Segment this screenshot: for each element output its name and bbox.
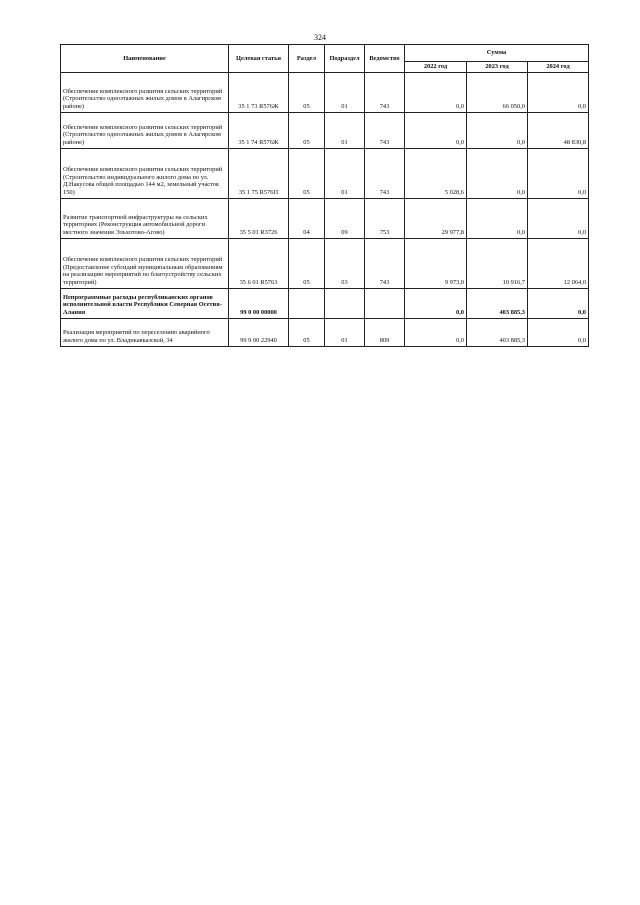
- header-name: Наименование: [61, 45, 229, 73]
- row-code: 35 1 73 R576Ж: [229, 73, 289, 113]
- budget-table: [60, 44, 589, 347]
- row-department: 753: [365, 199, 405, 239]
- row-2024: 0,0: [528, 289, 589, 319]
- row-section: 05: [289, 239, 325, 289]
- row-subsection: 09: [325, 199, 365, 239]
- row-department: 809: [365, 319, 405, 347]
- row-2024: 0,0: [528, 73, 589, 113]
- row-2023: 0,0: [467, 149, 528, 199]
- table-row: [61, 239, 589, 289]
- row-2024: 48 830,8: [528, 113, 589, 149]
- row-name: Обеспечение комплексного развития сельских территорий (Предоставление субсидий муниципальным образованиям на реализацию мероприятий по благоустройству сельских территорий): [61, 239, 229, 289]
- row-2023: 403 885,3: [467, 319, 528, 347]
- row-2023: 0,0: [467, 199, 528, 239]
- table-row: [61, 113, 589, 149]
- row-code: 35 1 74 R576Ж: [229, 113, 289, 149]
- row-subsection: 01: [325, 73, 365, 113]
- row-2023: 10 916,7: [467, 239, 528, 289]
- row-2023: 403 885,3: [467, 289, 528, 319]
- header-year-2023: 2023 год: [467, 62, 528, 73]
- row-code: 99 9 00 22940: [229, 319, 289, 347]
- table-row: [61, 73, 589, 113]
- table-row: [61, 319, 589, 347]
- row-2022: 29 977,8: [405, 199, 467, 239]
- row-2022: 0,0: [405, 289, 467, 319]
- row-code: 35 1 75 R576П: [229, 149, 289, 199]
- row-2024: 0,0: [528, 199, 589, 239]
- row-name: Обеспечение комплексного развития сельских территорий (Строительство одноэтажных жилых домов в Алагирском районе): [61, 73, 229, 113]
- row-department: 743: [365, 113, 405, 149]
- row-2022: 5 028,6: [405, 149, 467, 199]
- row-department: 743: [365, 239, 405, 289]
- row-code: 99 0 00 00000: [229, 289, 289, 319]
- row-section: 05: [289, 149, 325, 199]
- header-sum: Сумма: [405, 45, 589, 62]
- page-number: 324: [314, 33, 326, 42]
- row-name: Реализация мероприятий по переселению аварийного жилого дома по ул. Владикавказской, 34: [61, 319, 229, 347]
- header-year-2022: 2022 год: [405, 62, 467, 73]
- table-row: [61, 149, 589, 199]
- row-department: 743: [365, 73, 405, 113]
- row-section: 05: [289, 319, 325, 347]
- row-2023: 66 050,0: [467, 73, 528, 113]
- row-code: 35 6 01 R5763: [229, 239, 289, 289]
- row-2022: 0,0: [405, 113, 467, 149]
- row-section: [289, 289, 325, 319]
- header-section: Раздел: [289, 45, 325, 73]
- row-subsection: [325, 289, 365, 319]
- row-name: Непрограммные расходы республиканских органов исполнительной власти Республики Северная Осетия-Алания: [61, 289, 229, 319]
- row-name: Обеспечение комплексного развития сельских территорий (Строительство одноэтажных жилых домов в Алагирском районе): [61, 113, 229, 149]
- row-2024: 0,0: [528, 319, 589, 347]
- row-code: 35 5 01 R3726: [229, 199, 289, 239]
- row-2024: 0,0: [528, 149, 589, 199]
- table-row: [61, 289, 589, 319]
- row-department: 743: [365, 149, 405, 199]
- header-department: Ведомство: [365, 45, 405, 73]
- row-name: Развитие транспортной инфраструктуры на сельских территориях (Реконструкция автомобильной дороги местного значения Эльхотово-Агово): [61, 199, 229, 239]
- row-2022: 0,0: [405, 319, 467, 347]
- row-subsection: 01: [325, 113, 365, 149]
- row-section: 04: [289, 199, 325, 239]
- row-2023: 0,0: [467, 113, 528, 149]
- row-section: 05: [289, 73, 325, 113]
- table-row: [61, 199, 589, 239]
- header-target: Целевая статья: [229, 45, 289, 73]
- row-2022: 9 973,0: [405, 239, 467, 289]
- row-subsection: 03: [325, 239, 365, 289]
- row-2022: 0,0: [405, 73, 467, 113]
- header-year-2024: 2024 год: [528, 62, 589, 73]
- row-subsection: 01: [325, 149, 365, 199]
- row-subsection: 01: [325, 319, 365, 347]
- row-department: [365, 289, 405, 319]
- row-section: 05: [289, 113, 325, 149]
- row-name: Обеспечение комплексного развития сельских территорий (Строительство индивидуального жилого дома по ул. Д.Накусова общей площадью 144 м2, земельный участок 150): [61, 149, 229, 199]
- header-subsection: Подраздел: [325, 45, 365, 73]
- row-2024: 12 064,0: [528, 239, 589, 289]
